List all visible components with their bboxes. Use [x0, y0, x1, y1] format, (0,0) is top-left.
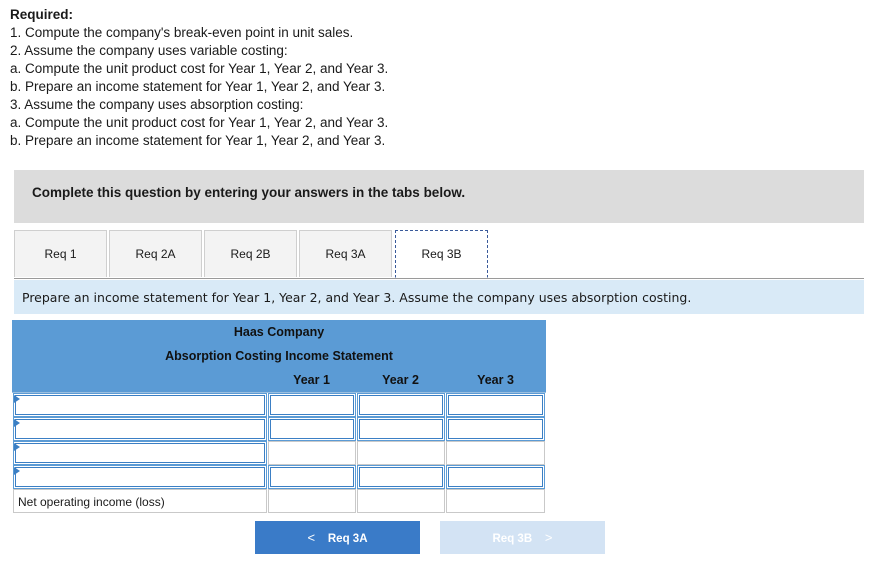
column-header-row: [12, 368, 546, 392]
row-3-year-1-cell: [268, 441, 356, 465]
row-2-label-select[interactable]: [13, 417, 267, 441]
row-4-year-2-input[interactable]: [357, 465, 445, 489]
required-line-1: 1. Compute the company's break-even point in unit sales.: [10, 25, 354, 40]
row-2-year-1-input[interactable]: [268, 417, 356, 441]
statement-title-row: [12, 344, 546, 368]
next-tab-button[interactable]: [440, 521, 605, 554]
col-year-1: Year 1: [293, 373, 330, 387]
dropdown-marker-icon: [14, 467, 20, 475]
instruction-text: Prepare an income statement for Year 1, Year 2, and Year 3. Assume the company uses absorption costing.: [22, 290, 692, 305]
tab-req-1[interactable]: Req 1: [14, 230, 107, 277]
required-line-3: 3. Assume the company uses absorption costing:: [10, 97, 304, 112]
row-4-label-select[interactable]: [13, 465, 267, 489]
net-income-year-2-cell: [357, 489, 445, 513]
row-1-year-3-input[interactable]: [446, 393, 545, 417]
required-line-3a: a. Compute the unit product cost for Year 1, Year 2, and Year 3.: [10, 115, 389, 130]
required-heading: Required:: [10, 7, 74, 22]
dropdown-marker-icon: [14, 419, 20, 427]
row-1-label-select[interactable]: [13, 393, 267, 417]
instructions-banner: [14, 170, 864, 223]
tab-instruction: [14, 280, 864, 314]
net-income-year-3-cell: [446, 489, 545, 513]
required-line-3b: b. Prepare an income statement for Year 1, Year 2, and Year 3.: [10, 133, 386, 148]
company-name: Haas Company: [233, 325, 325, 339]
next-tab-label: Req 3B: [492, 533, 533, 545]
row-1-year-1-input[interactable]: [268, 393, 356, 417]
table-row: [12, 489, 546, 513]
required-line-2b: b. Prepare an income statement for Year 1, Year 2, and Year 3.: [10, 79, 386, 94]
tab-req-3a[interactable]: Req 3A: [299, 230, 392, 277]
row-3-year-2-cell: [357, 441, 445, 465]
dropdown-marker-icon: [14, 395, 20, 403]
table-row: [12, 465, 546, 489]
row-4-year-1-input[interactable]: [268, 465, 356, 489]
previous-tab-label: Req 3A: [327, 533, 368, 545]
banner-text: Complete this question by entering your answers in the tabs below.: [32, 185, 466, 200]
requirements: [10, 6, 388, 150]
previous-tab-button[interactable]: [255, 521, 420, 554]
col-year-3: Year 3: [477, 373, 514, 387]
required-line-2a: a. Compute the unit product cost for Year 1, Year 2, and Year 3.: [10, 61, 389, 76]
row-1-year-2-input[interactable]: [357, 393, 445, 417]
company-name-row: [12, 320, 546, 344]
table-row: [12, 393, 546, 417]
required-line-2: 2. Assume the company uses variable costing:: [10, 43, 288, 58]
tab-bar: [14, 230, 864, 279]
row-4-year-3-input[interactable]: [446, 465, 545, 489]
row-2-year-2-input[interactable]: [357, 417, 445, 441]
chevron-right-icon: >: [544, 530, 553, 545]
row-3-year-3-cell: [446, 441, 545, 465]
net-operating-income-label: Net operating income (loss): [18, 495, 165, 509]
chevron-left-icon: <: [307, 530, 316, 545]
tab-req-3b[interactable]: Req 3B: [395, 230, 488, 278]
row-2-year-3-input[interactable]: [446, 417, 545, 441]
dropdown-marker-icon: [14, 443, 20, 451]
net-operating-income-label-cell: [13, 489, 267, 513]
row-3-label-select[interactable]: [13, 441, 267, 465]
tab-req-2b[interactable]: Req 2B: [204, 230, 297, 277]
net-income-year-1-cell: [268, 489, 356, 513]
table-row: [12, 417, 546, 441]
tab-req-2a[interactable]: Req 2A: [109, 230, 202, 277]
table-row: [12, 441, 546, 465]
col-year-2: Year 2: [382, 373, 419, 387]
statement-title: Absorption Costing Income Statement: [165, 349, 393, 363]
